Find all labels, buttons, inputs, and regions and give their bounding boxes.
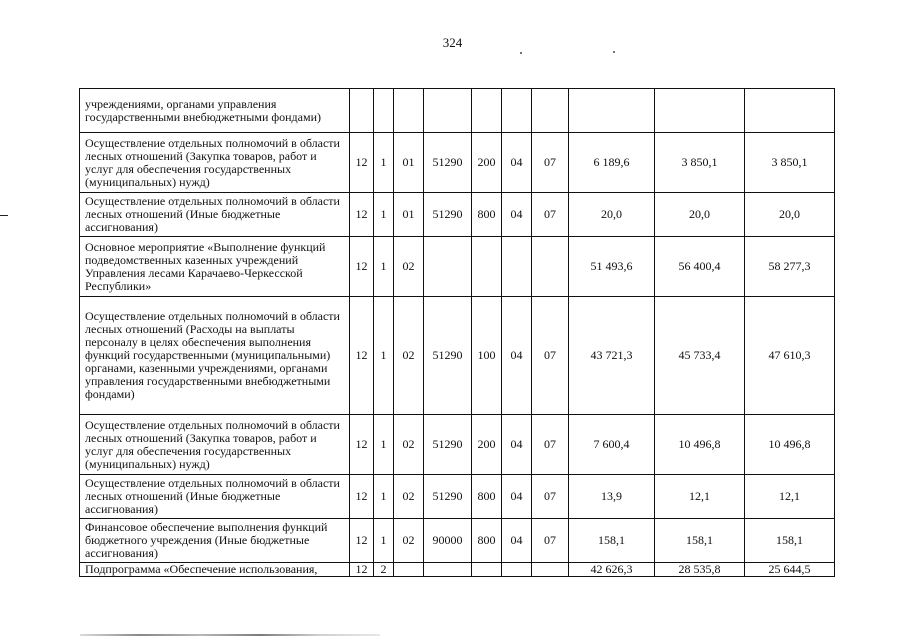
amount-year-2: 158,1 (655, 519, 745, 563)
code-subprogram: 02 (394, 237, 424, 297)
code-subprogram: 02 (394, 519, 424, 563)
code-program (374, 89, 394, 133)
code-program: 1 (374, 237, 394, 297)
code-direction (424, 89, 472, 133)
amount-year-1: 6 189,6 (569, 133, 655, 193)
code-subsection (532, 237, 569, 297)
code-section (502, 237, 532, 297)
code-subsection (532, 563, 569, 577)
code-direction: 90000 (424, 519, 472, 563)
code-subprogram: 01 (394, 193, 424, 237)
table-row (80, 89, 835, 133)
code-expense-type (472, 89, 502, 133)
code-program: 1 (374, 475, 394, 519)
code-subprogram (394, 89, 424, 133)
code-expense-type (472, 563, 502, 577)
code-direction (424, 237, 472, 297)
code-subprogram: 01 (394, 133, 424, 193)
code-program: 1 (374, 519, 394, 563)
amount-year-3 (745, 89, 835, 133)
code-section: 04 (502, 133, 532, 193)
amount-year-3: 47 610,3 (745, 297, 835, 415)
code-ministry: 12 (350, 133, 374, 193)
amount-year-2: 56 400,4 (655, 237, 745, 297)
code-subprogram: 02 (394, 475, 424, 519)
code-expense-type: 800 (472, 519, 502, 563)
code-expense-type: 100 (472, 297, 502, 415)
code-ministry: 12 (350, 475, 374, 519)
amount-year-1: 7 600,4 (569, 415, 655, 475)
code-direction: 51290 (424, 475, 472, 519)
row-description: Основное мероприятие «Выполнение функций подведомственных казенных учреждений Управления лесами Карачаево-Черкесской Республики» (80, 237, 350, 297)
amount-year-2 (655, 89, 745, 133)
table-row (80, 193, 835, 237)
amount-year-1 (569, 89, 655, 133)
code-expense-type (472, 237, 502, 297)
amount-year-1: 51 493,6 (569, 237, 655, 297)
table-row (80, 297, 835, 415)
amount-year-3: 10 496,8 (745, 415, 835, 475)
amount-year-1: 43 721,3 (569, 297, 655, 415)
budget-table (79, 88, 835, 577)
amount-year-1: 158,1 (569, 519, 655, 563)
code-section: 04 (502, 415, 532, 475)
row-description: Осуществление отдельных полномочий в области лесных отношений (Закупка товаров, работ и услуг для обеспечения государственных (муниципальных) нужд) (80, 133, 350, 193)
amount-year-1: 13,9 (569, 475, 655, 519)
row-description: учреждениями, органами управления государственными внебюджетными фондами) (80, 89, 350, 133)
row-description: Осуществление отдельных полномочий в области лесных отношений (Расходы на выплаты персоналу в целях обеспечения выполнения функций государственными (муниципальными) органами, казенными учреждениями, органами управления государственными внебюджетными фондами) (80, 297, 350, 415)
scan-margin-mark (0, 215, 8, 216)
amount-year-3: 25 644,5 (745, 563, 835, 577)
code-subsection: 07 (532, 133, 569, 193)
amount-year-2: 28 535,8 (655, 563, 745, 577)
code-section: 04 (502, 193, 532, 237)
row-description: Осуществление отдельных полномочий в области лесных отношений (Иные бюджетные ассигнования) (80, 193, 350, 237)
row-description: Подпрограмма «Обеспечение использования, (80, 563, 350, 577)
amount-year-3: 20,0 (745, 193, 835, 237)
amount-year-2: 45 733,4 (655, 297, 745, 415)
code-subsection: 07 (532, 415, 569, 475)
code-direction: 51290 (424, 297, 472, 415)
code-section: 04 (502, 519, 532, 563)
code-direction: 51290 (424, 415, 472, 475)
amount-year-1: 42 626,3 (569, 563, 655, 577)
code-section: 04 (502, 297, 532, 415)
code-direction: 51290 (424, 133, 472, 193)
amount-year-2: 10 496,8 (655, 415, 745, 475)
code-expense-type: 200 (472, 133, 502, 193)
page-number: 324 (442, 35, 463, 50)
code-section (502, 89, 532, 133)
row-description: Финансовое обеспечение выполнения функций бюджетного учреждения (Иные бюджетные ассигнования) (80, 519, 350, 563)
amount-year-3: 58 277,3 (745, 237, 835, 297)
code-ministry (350, 89, 374, 133)
code-section (502, 563, 532, 577)
code-program: 1 (374, 415, 394, 475)
code-subsection: 07 (532, 193, 569, 237)
table-row (80, 563, 835, 577)
scan-bottom-artifact (80, 634, 380, 636)
code-subsection (532, 89, 569, 133)
amount-year-1: 20,0 (569, 193, 655, 237)
table-body (80, 89, 835, 577)
table-row (80, 133, 835, 193)
code-ministry: 12 (350, 563, 374, 577)
code-expense-type: 800 (472, 475, 502, 519)
code-section: 04 (502, 475, 532, 519)
amount-year-2: 20,0 (655, 193, 745, 237)
code-subsection: 07 (532, 519, 569, 563)
code-program: 1 (374, 297, 394, 415)
table-row (80, 519, 835, 563)
code-program: 1 (374, 133, 394, 193)
code-ministry: 12 (350, 519, 374, 563)
code-subprogram: 02 (394, 297, 424, 415)
amount-year-3: 158,1 (745, 519, 835, 563)
code-ministry: 12 (350, 237, 374, 297)
scan-speck (613, 51, 615, 53)
amount-year-3: 3 850,1 (745, 133, 835, 193)
code-subprogram (394, 563, 424, 577)
row-description: Осуществление отдельных полномочий в области лесных отношений (Закупка товаров, работ и услуг для обеспечения государственных (муниципальных) нужд) (80, 415, 350, 475)
code-ministry: 12 (350, 415, 374, 475)
code-subprogram: 02 (394, 415, 424, 475)
table-row (80, 475, 835, 519)
code-direction (424, 563, 472, 577)
code-expense-type: 200 (472, 415, 502, 475)
row-description: Осуществление отдельных полномочий в области лесных отношений (Иные бюджетные ассигнования) (80, 475, 350, 519)
table-row (80, 415, 835, 475)
code-direction: 51290 (424, 193, 472, 237)
code-subsection: 07 (532, 475, 569, 519)
code-ministry: 12 (350, 297, 374, 415)
amount-year-3: 12,1 (745, 475, 835, 519)
code-subsection: 07 (532, 297, 569, 415)
code-expense-type: 800 (472, 193, 502, 237)
code-program: 2 (374, 563, 394, 577)
table-row (80, 237, 835, 297)
scan-speck (520, 52, 522, 54)
amount-year-2: 3 850,1 (655, 133, 745, 193)
code-program: 1 (374, 193, 394, 237)
code-ministry: 12 (350, 193, 374, 237)
amount-year-2: 12,1 (655, 475, 745, 519)
